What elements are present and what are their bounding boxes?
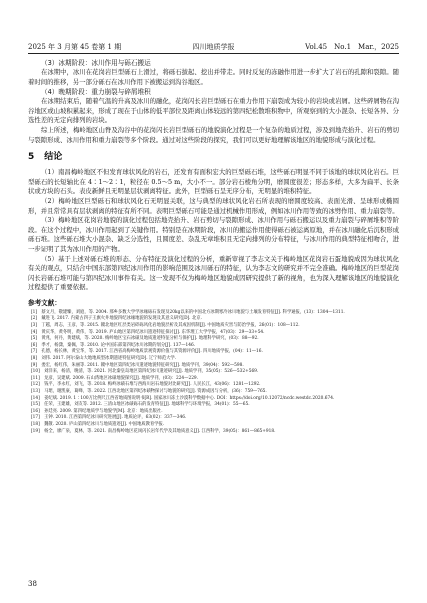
section-heading	[28, 151, 399, 163]
paragraph: 在冰期结束后，随着气温的升高及冰川的融化，花岗闪长岩巨型砾石在重力作用下崩裂成为较小的岩块或岩屑。这些碎屑物在沟谷地区或山坡积累起来，形成了现在于山体的低平部位及距离山体较远的第四纪松散堆积物中，所观察到的大小混杂、长短各异、分选性差的无定向排列的岩块。	[28, 97, 399, 125]
reference-item: [18] 魏敬. 2020. 庐山第四纪冰川与地质遗迹[J]. 中国地质教育学报.	[31, 421, 165, 427]
reference-item: [5] 黄兆，何丹，黄建斌，等. 2020. 梅岭地区宝石冰碛及地质遗迹特征分析与保护[J]. 地理科学研究，(03)：88—92.	[31, 336, 259, 342]
reference-item: [13] 马珺，谢凯豪，葛峰，等. 2022. 江西北地区第四纪冰碛物探讨与地貌的研究[J]. 资源成因与分析，(36)：759—765.	[31, 389, 267, 394]
issue-info: 2025 年 3 月第 45 卷第 1 期	[28, 43, 122, 51]
journal-name: 四川地质学报	[192, 43, 235, 51]
paragraph: 综上所述，梅岭地区山脊及沟谷中的花岗闪长岩巨型砾石的地貌演化过程是一个复杂的地质过程，涉及到地壳抬升、岩石的剪切与裂隙形成、冰川作用和重力崩裂等多个阶段。通过对这些阶段的探究，我们可以更好地理解该地区的地貌形成与演化过程。	[28, 125, 399, 144]
discussion-continuation	[28, 58, 399, 145]
reference-item: [14] 姜纪斌. 2019. 1∶100万比例尺江西省地质图说明书[R]. 国家冰川冻土沙漠科学数据中心. DOI：https://doi.org/10.12072/ncdc.westdc.2020.674.	[31, 395, 335, 401]
running-header	[28, 41, 399, 54]
reference-list	[28, 310, 399, 435]
conclusions	[28, 168, 399, 293]
conclusion-paragraph: （1）南昌梅岭地区不但发育球状风化的岩石，还发育有面积宏大的巨型砾石堆，这些砾石明显不同于该地的球状风化岩石。巨型砾石的长短轴比在 4∶1～2∶1，粒径在 0.5～5 m，大小不一。部分岩石棱角分明，磨圆度很差；形态多样，大多为扁平、长条状或方块的石头。表皮新鲜且无明显层状剥离特征。此外，巨型砾石呈无序分布，无明显的堆积特征。	[28, 168, 399, 196]
reference-item: [8] 刘伟. 2017. 阿尔泰山大地地质型冰期遗迹特征研究[D]. 辽宁师范大学.	[31, 356, 177, 362]
reference-item: [2] 戴进飞. 2017. 内蒙古四子王旗火井地貌四纪冰缘地貌的发现及其意义研究[D]. 北京.	[31, 316, 202, 322]
reference-item: [9] 娄宏，杨红伟，朱丽等. 2011. 赣中地区第四纪冰川遗迹地貌特征研究[J]. 地质学刊，39(04)：592—598.	[31, 362, 244, 368]
stage-heading-late: （4）晚期阶段：重力崩裂与碎屑堆积	[41, 88, 151, 97]
reference-item: [3] 丁越，周志，王彦，等. 2015. 赣北地区红层类岩碎砾风化岩地貌层析及其成因机制[J]. 中国地质灾害与防治学报，26(01)：108—112.	[31, 323, 300, 329]
reference-item: [15] 任荣，王建雄，刘友等. 2012. 三清山地区冰碛砾石的发育特征[J]. 地球科学与环境学报，34(01)：55—65.	[31, 402, 250, 408]
reference-item: [16] 孙廷亮. 2009. 第四纪地质学与地貌学[M]. 北京：地质出版社.	[31, 408, 163, 414]
section-title: 结论	[44, 152, 63, 163]
reference-item: [17] 王钟. 2010. 江西第四纪冰川研究进展[J]. 地质论评，63(02)：337—346.	[31, 415, 187, 421]
stage-heading-glacial: （3）冰期阶段：冰川作用与砾石搬运	[41, 59, 151, 67]
reference-item: [10] 刘洋来，杨清，晚清，等. 2021. 河北秦皇岛地区第四纪冰川遗迹研究[J]. 地质学刊，35(05)：526—532+569.	[31, 369, 259, 375]
paragraph: 在冰期中，冰川在花岗岩巨型砾石上滑过，将砾石拔起、挖出并带走。同时反复的冻融作用进一步扩大了岩石的孔隙和裂隙。随着时间的推移，另一部分砾石在冰川作用下被搬运到沟谷地区。	[28, 68, 399, 86]
article-body	[28, 58, 399, 435]
conclusion-paragraph: （3）梅岭地区花岗岩地貌的演化过程包括地壳抬升、岩石剪切与裂隙形成、冰川作用与砾石搬运以及重力崩裂与碎屑堆积等阶段。在这个过程中，冰川作用起到了关键作用。特别是在冰期阶段，冰川的搬运作用使得砾石被运离原地，并在冰川融化后沉积形成砾石堆。这些砾石堆大小混杂、缺乏分选性，且圆度差、杂乱无章堆积且无定向排列的分布特征，与冰川作用的典型特征相吻合，进一步证明了其为冰川作用的产物。	[28, 216, 399, 253]
section-number: 5	[28, 152, 35, 163]
volume-info: Vol.45 No.1 Mar.，2025	[305, 43, 399, 51]
reference-item: [11] 龙彦，吴建斌. 2009. 石山湾地区冰碛地貌探究[J]. 地质学刊，(03)：224—229.	[31, 375, 199, 381]
reference-item: [7] 孔德，杨长林，黄宝华，等. 2017. 江西省高梅岭地质景观资源价值与其资源评价[J]. 四川地质学报，(04)：11—16.	[31, 349, 263, 355]
conclusion-paragraph: （2）梅岭地区巨型砾石和球状风化石无明显关联，这与典型的球状风化岩石所表现的磨圆度较高、表面光滑、呈球形或椭圆形，并且常常具有层状剥离的特征有所不同。表明巨型砾石可能是通过机械作用形成，例如冰川作用等致的冰劈作用、重力崩裂等。	[28, 196, 399, 215]
reference-item: [1] 蔡文月，敬建臻，刘庭，等. 2004. 那乡多数大学学冰缘砾石发现及20kg以来的中国北方冰期寒冷冰川地貌与土壤发育特征[J]. 科学通报，(13)：1304—1311.	[31, 309, 345, 315]
reference-item: [12] 钱平，李永红，刘飞，等. 2018. 梅岭冰碛石堆与西海川岩石地貌对比研究[J]. 人民长江，43(06)：1281—1292.	[31, 382, 261, 388]
page-number: 38	[28, 580, 37, 588]
reference-item: [19] 杨全，廖广泉，夏林，等. 2021. 南昌梅岭地区花岗闪长岩年代学及其地质意义[J]. 江西科学，39(05)：861—865+918.	[31, 428, 276, 434]
reference-item: [6] 季才，杨潇，秦佩，等. 2010. 论中国东部第四纪冰川冰期的划分[J]. 137—146.	[31, 342, 196, 348]
reference-item: [4] 黄庆华，黄冬明，黄伟，等. 2019. 庐山地区第四纪冰川遗迹特征探讨[J]. 东华理工大学学报，47(03)：29—33+54.	[31, 329, 265, 335]
references-title: 参考文献：	[28, 298, 61, 307]
conclusion-paragraph: （5）基于上述对砾石堆的形态、分布特征及演化过程的分析，重新审视了李志文关于梅岭地区花岗岩石蛋地貌成因为球状风化有关的观点，只结合中国东部第四纪冰川作用的影响范围及冰川砾石的特征，认为李志文的研究并不完全准确。梅岭地区的巨型花岗闪长岩砾石堆可能与第四纪冰川事件有关。这一发现不仅为梅岭地区地貌成因研究提供了新的视角，也为深入理解该地区的地貌演化过程提供了重要依据。	[28, 254, 399, 292]
